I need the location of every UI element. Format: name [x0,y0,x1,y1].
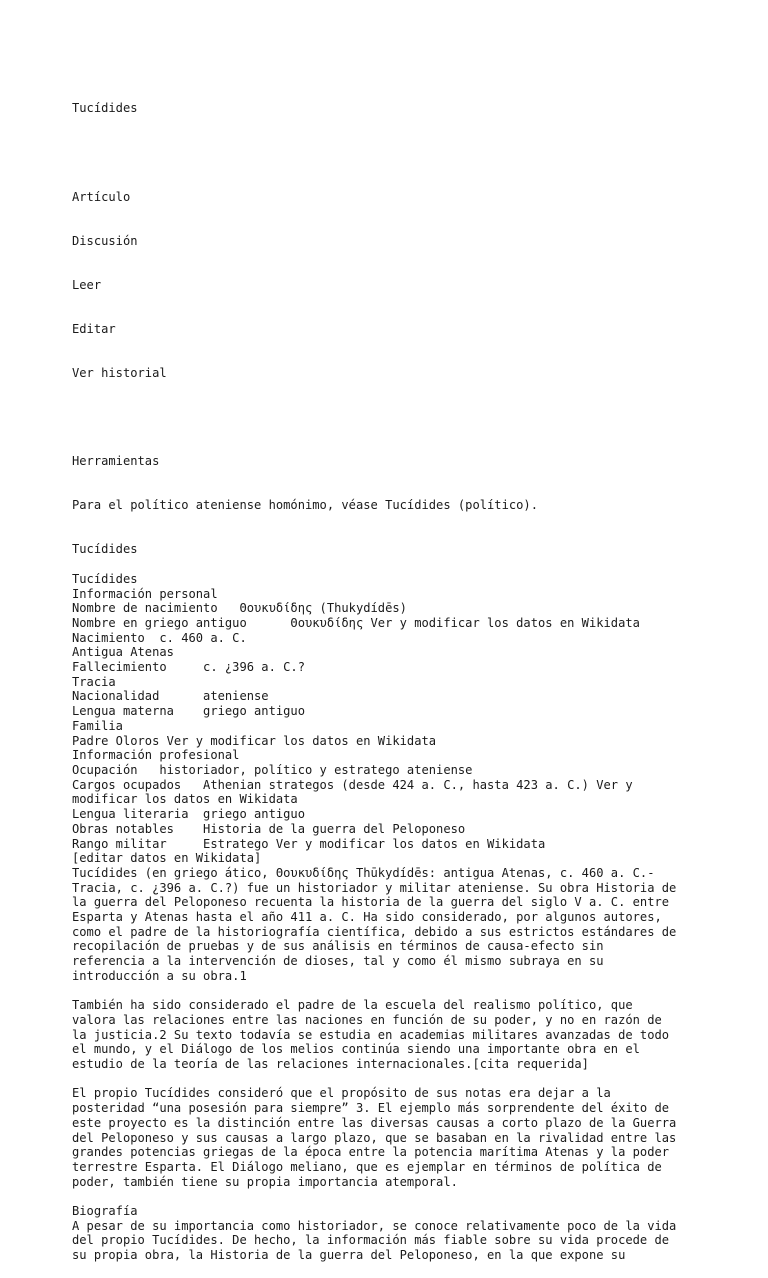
text-line: A pesar de su importancia como historiador, se conoce relativamente poco de la vida [72,1218,677,1233]
text-line: posteridad “una posesión para siempre” 3. El ejemplo más sorprendente del éxito de [72,1101,670,1116]
text-line: del Peloponeso y sus causas a largo plazo, que se basaban en la rivalidad entre las [72,1130,677,1145]
text-line: introducción a su obra.1 [72,968,247,983]
text-line: poder, también tiene su propia importancia atemporal. [72,1174,458,1189]
text-line: [editar datos en Wikidata] [72,851,262,866]
text-line: valora las relaciones entre las naciones en función de su poder, y no en razón de [72,1012,662,1027]
text-line: Fallecimiento c. ¿396 a. C.? [72,660,305,675]
text-line: la guerra del Peloponeso recuenta la historia de la guerra del siglo V a. C. entre [72,895,670,910]
text-line: Tucídides (en griego ático, Θουκυδίδης Thūkydídēs: antigua Atenas, c. 460 a. C.- [72,865,655,880]
text-line: Biografía [72,1204,138,1219]
text-line: Lengua materna griego antiguo [72,704,305,719]
text-line: del propio Tucídides. De hecho, la información más fiable sobre su vida procede de [72,1233,670,1248]
text-line: Esparta y Atenas hasta el año 411 a. C. Ha sido considerado, por algunos autores, [72,910,662,925]
text-line: Información profesional [72,748,240,763]
text-line: También ha sido considerado el padre de la escuela del realismo político, que [72,998,633,1013]
spacer [72,984,700,999]
text-line: modificar los datos en Wikidata [72,792,298,807]
hatnote: Para el político ateniense homónimo, véase Tucídides (político). [72,498,538,513]
text-line: Ocupación historiador, político y estratego ateniense [72,763,473,777]
text-line: Antigua Atenas [72,645,174,660]
text-line: la justicia.2 Su texto todavía se estudia en academias militares avanzadas de todo [72,1027,670,1042]
text-line: terrestre Esparta. El Diálogo meliano, que es ejemplar en términos de política de [72,1159,662,1174]
document-body [72,72,700,1278]
text-line: referencia a la intervención de dioses, tal y como él mismo subraya en su [72,954,604,969]
text-line: El propio Tucídides consideró que el propósito de sus notas era dejar a la [72,1086,611,1101]
text-line: su propia obra, la Historia de la guerra del Peloponeso, en la que expone su [72,1248,626,1263]
text-line: el mundo, y el Diálogo de los melios continúa siendo una importante obra en el [72,1042,640,1057]
text-line: Lengua literaria griego antiguo [72,807,305,822]
text-line: estudio de la teoría de las relaciones internacionales.[cita requerida] [72,1057,589,1072]
tab-discussion[interactable]: Discusión [72,233,138,248]
spacer [72,146,700,161]
text-line: Tucídides [72,571,138,586]
text-line: Tracia, c. ¿396 a. C.?) fue un historiador y militar ateniense. Su obra Historia de [72,880,677,895]
spacer [72,410,700,425]
text-line: Nombre de nacimiento Θουκυδίδης (Thukydídēs) [72,601,407,616]
page-title: Tucídides [72,101,138,116]
tab-history[interactable]: Ver historial [72,366,167,381]
tab-read[interactable]: Leer [72,277,102,292]
text-line: recopilación de pruebas y de sus análisis en términos de causa-efecto sin [72,939,604,954]
spacer [72,557,700,572]
text-line: Familia [72,718,123,733]
tools-menu[interactable]: Herramientas [72,454,160,469]
text-line: grandes potencias griegas de la época entre la potencia marítima Atenas y la poder [72,1145,670,1160]
text-line: Obras notables Historia de la guerra del Peloponeso [72,821,466,836]
text-line: Tracia [72,674,116,689]
text-line: Nombre en griego antiguo Θουκυδίδης Ver y modificar los datos en Wikidata [72,615,640,630]
text-line: Cargos ocupados Athenian strategos (desde 424 a. C., hasta 423 a. C.) Ver y [72,777,633,792]
text-line: Padre Oloros Ver y modificar los datos en Wikidata [72,733,437,748]
text-line: este proyecto es la distinción entre las diversas causas a corto plazo de la Guerra [72,1115,677,1130]
spacer [72,1072,700,1087]
text-line: Tucídides [72,542,138,557]
text-line: Nacimiento c. 460 a. C. [72,630,247,645]
tab-article[interactable]: Artículo [72,189,131,204]
text-line: como el padre de la historiografía científica, debido a sus estrictos estándares de [72,924,677,939]
spacer [72,1189,700,1204]
text-line: Nacionalidad ateniense [72,689,269,704]
text-line: Rango militar Estratego Ver y modificar los datos en Wikidata [72,836,546,851]
article-content [72,542,700,1262]
text-line: Información personal [72,586,218,601]
tab-edit[interactable]: Editar [72,321,116,336]
